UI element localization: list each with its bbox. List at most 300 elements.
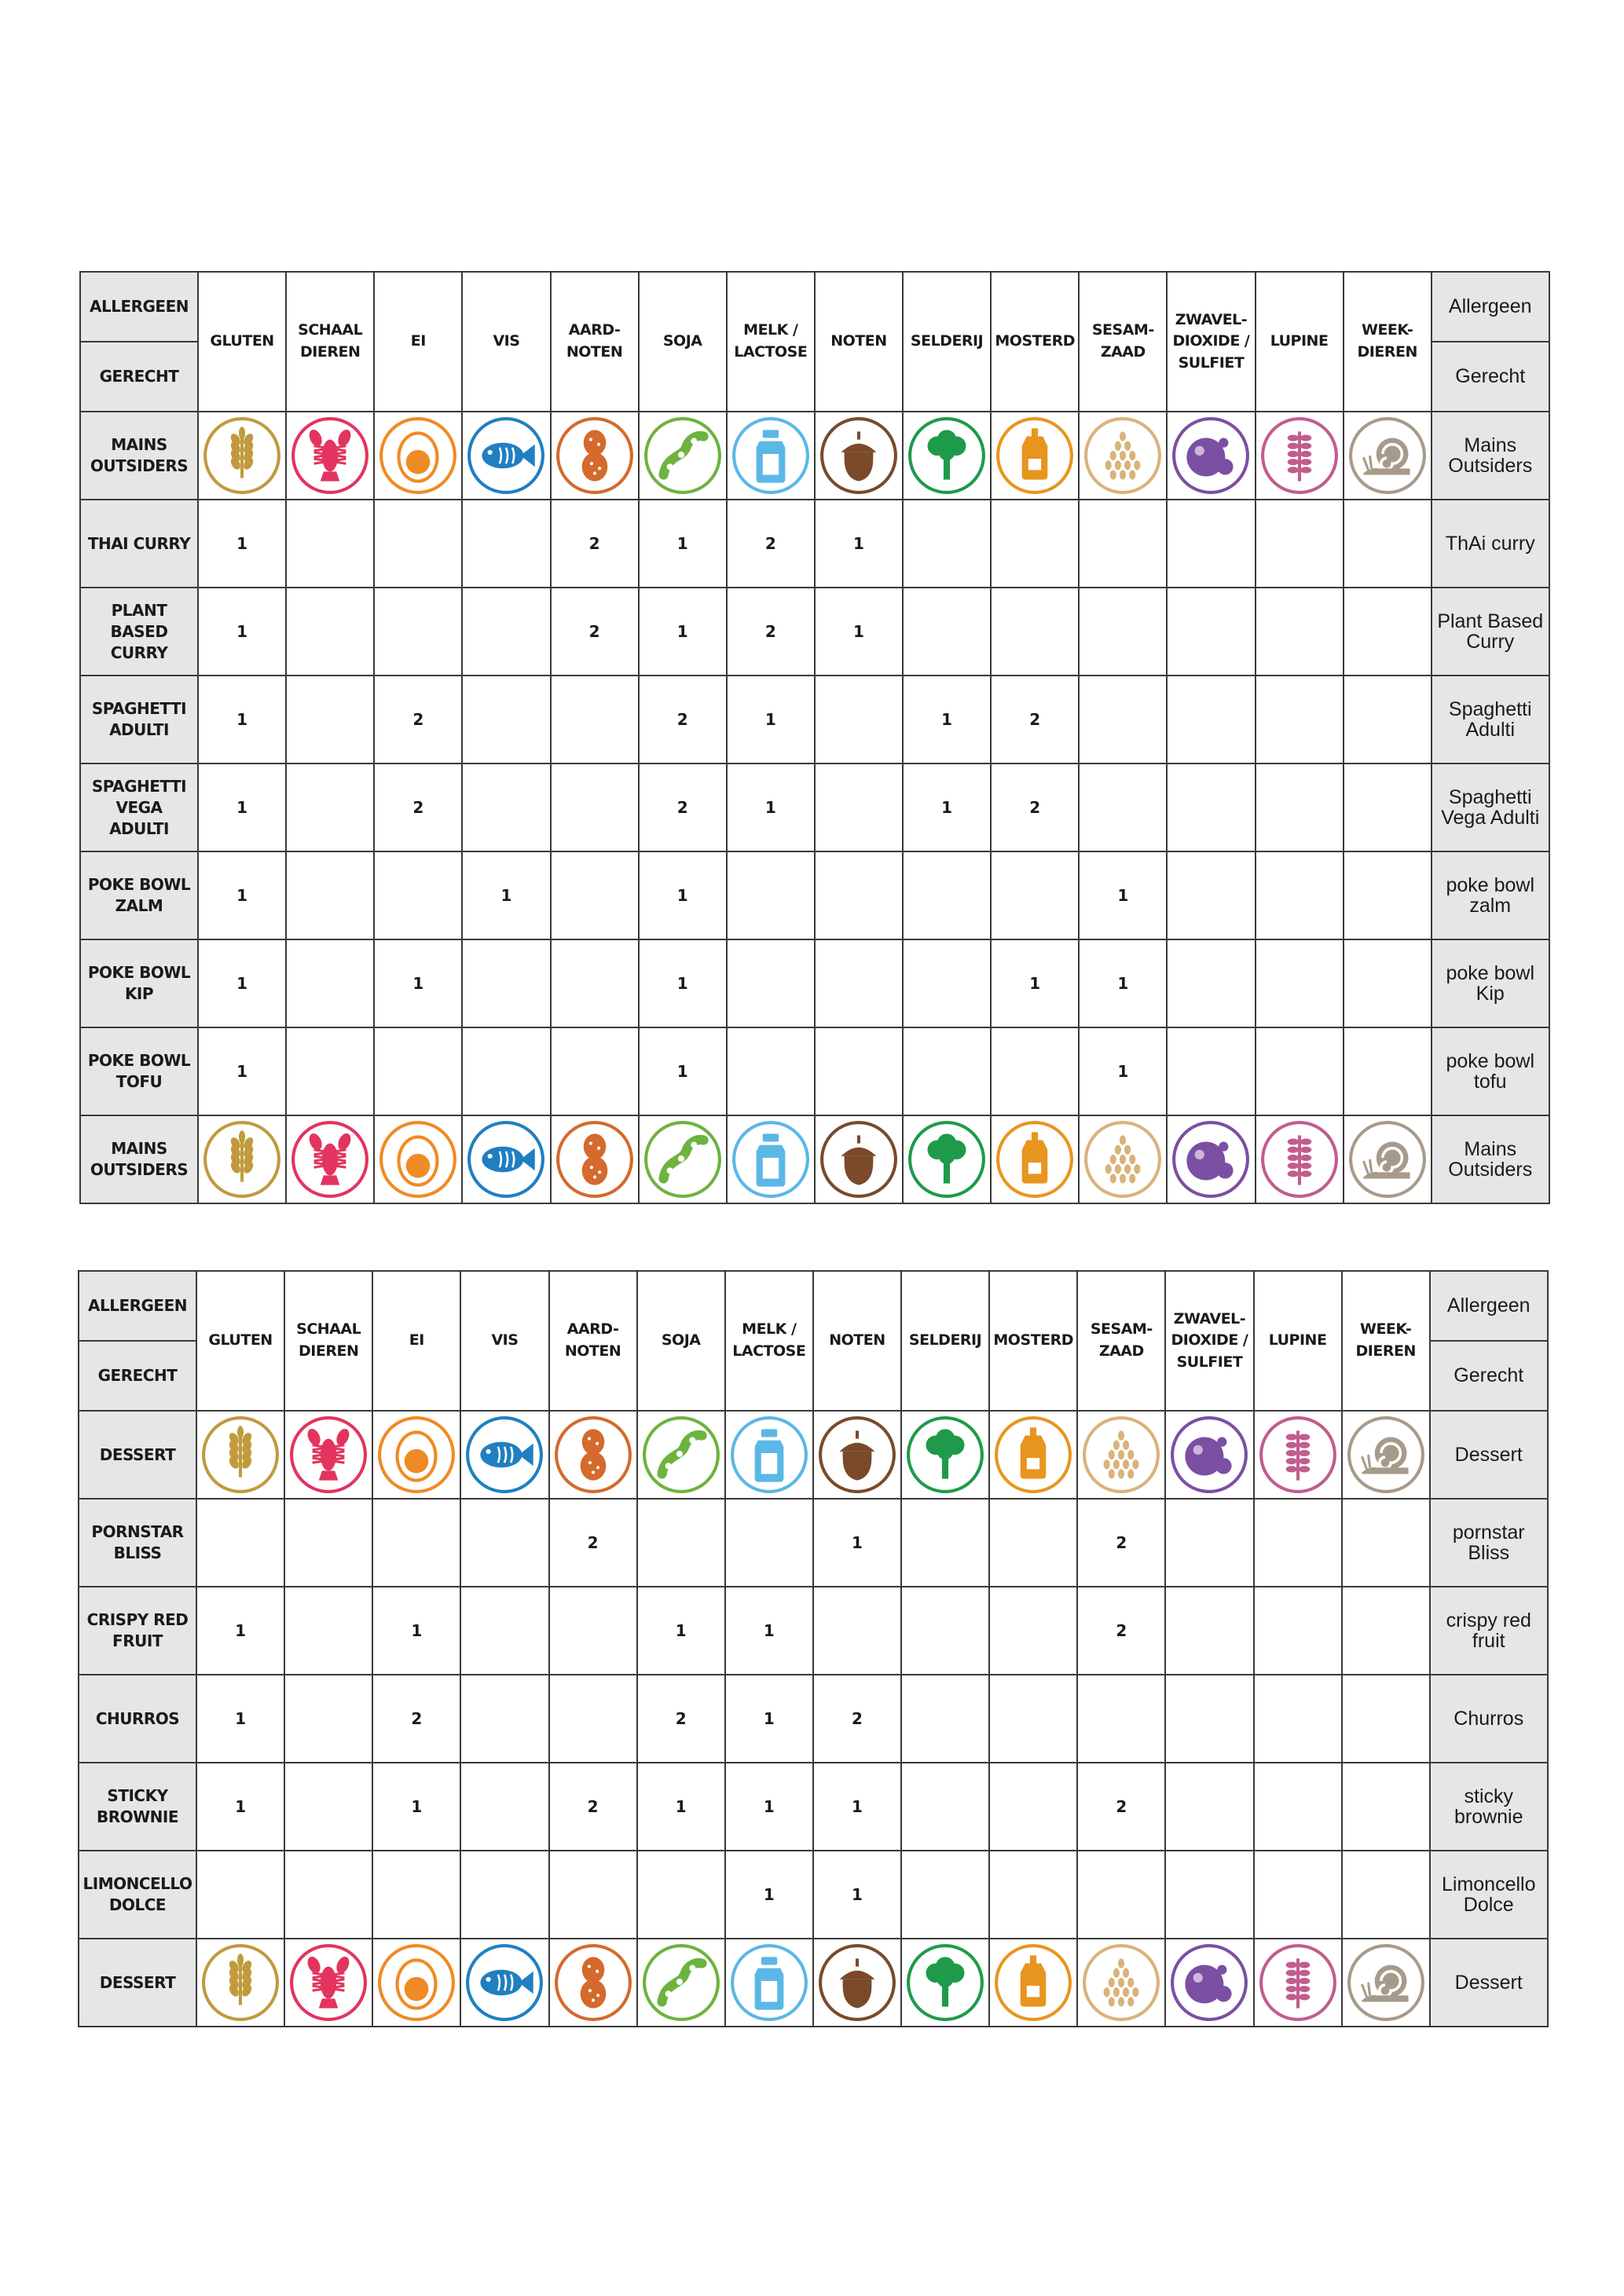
header-gerecht-label: GERECHT	[80, 342, 198, 412]
allergen-value-snail	[1344, 676, 1432, 764]
allergen-value-celery	[901, 1499, 989, 1587]
allergen-icon-cell	[1344, 412, 1432, 500]
allergen-value-snail	[1342, 1675, 1430, 1763]
mustard-bottle-icon	[993, 1415, 1073, 1495]
allergen-icon-cell	[901, 1411, 989, 1499]
allergen-icon-cell	[551, 1115, 639, 1203]
allergen-column-header: VIS	[460, 1271, 548, 1411]
allergen-value-acorn: 1	[815, 588, 903, 676]
allergen-icon-cell	[1342, 1939, 1430, 2027]
mustard-bottle-icon	[993, 1943, 1073, 2023]
header-gerecht-label-right: Gerecht	[1432, 342, 1549, 412]
mustard-bottle-icon	[995, 1119, 1075, 1199]
wheat-icon	[200, 1415, 280, 1495]
header-allergeen-label-right: Allergeen	[1432, 272, 1549, 342]
category-label-right: Dessert	[1430, 1939, 1548, 2027]
allergen-column-header: MELK / LACTOSE	[727, 272, 815, 412]
allergen-value-milk-bottle: 1	[725, 1587, 813, 1675]
snail-icon	[1347, 1119, 1428, 1199]
soybean-icon	[643, 1119, 723, 1199]
header-row	[80, 272, 1549, 342]
dessert-allergen-table	[78, 1270, 1549, 2027]
allergen-column-header: SELDERIJ	[903, 272, 991, 412]
allergen-icon-cell	[727, 1115, 815, 1203]
allergen-value-egg: 2	[374, 764, 462, 851]
allergen-value-lobster	[286, 500, 374, 588]
allergen-value-soybean: 2	[639, 676, 727, 764]
dish-name-right: Plant Based Curry	[1432, 588, 1549, 676]
allergen-icon-cell	[460, 1939, 548, 2027]
allergen-value-peanut: 2	[549, 1499, 637, 1587]
fish-icon	[466, 416, 546, 496]
allergen-value-sesame	[1079, 676, 1167, 764]
table-row	[80, 500, 1549, 588]
allergen-value-wheat: 1	[196, 1587, 284, 1675]
allergen-value-lupine-flower	[1256, 676, 1344, 764]
allergen-value-sulphite-bubbles	[1167, 851, 1255, 939]
allergen-column-header: SOJA	[637, 1271, 725, 1411]
allergen-value-fish	[462, 676, 550, 764]
allergen-icon-cell	[725, 1411, 813, 1499]
allergen-value-lupine-flower	[1254, 1851, 1342, 1939]
allergen-value-milk-bottle	[725, 1499, 813, 1587]
allergen-value-lupine-flower	[1254, 1587, 1342, 1675]
allergen-value-milk-bottle	[727, 851, 815, 939]
dish-name-right: poke bowl Kip	[1432, 939, 1549, 1027]
allergen-column-header: LUPINE	[1256, 272, 1344, 412]
allergen-value-acorn: 2	[813, 1675, 901, 1763]
allergen-column-header: NOTEN	[815, 272, 903, 412]
allergen-column-header: SOJA	[639, 272, 727, 412]
dish-name: POKE BOWL ZALM	[80, 851, 198, 939]
allergen-value-sesame: 1	[1079, 1027, 1167, 1115]
allergen-value-fish	[462, 1027, 550, 1115]
acorn-icon	[817, 1415, 897, 1495]
allergen-value-sesame: 1	[1079, 851, 1167, 939]
wheat-icon	[202, 1119, 282, 1199]
allergen-value-lupine-flower	[1254, 1499, 1342, 1587]
lobster-icon	[288, 1415, 368, 1495]
allergen-column-header: VIS	[462, 272, 550, 412]
allergen-value-acorn	[815, 764, 903, 851]
table-row	[79, 1763, 1548, 1851]
peanut-icon	[555, 1119, 635, 1199]
allergen-column-header: GLUTEN	[198, 272, 286, 412]
egg-icon	[378, 416, 458, 496]
allergen-value-sulphite-bubbles	[1165, 1587, 1253, 1675]
category-label-right: Dessert	[1430, 1411, 1548, 1499]
allergen-value-milk-bottle	[727, 939, 815, 1027]
allergen-value-fish	[462, 500, 550, 588]
allergen-value-milk-bottle: 2	[727, 588, 815, 676]
dish-name: PLANT BASED CURRY	[80, 588, 198, 676]
allergen-icon-cell	[460, 1411, 548, 1499]
allergen-icon-cell	[1165, 1411, 1253, 1499]
allergen-value-egg	[374, 1027, 462, 1115]
allergen-value-lupine-flower	[1254, 1763, 1342, 1851]
allergen-column-header: SESAM- ZAAD	[1077, 1271, 1165, 1411]
allergen-column-header: MELK / LACTOSE	[725, 1271, 813, 1411]
fish-icon	[466, 1119, 546, 1199]
allergen-value-mustard-bottle	[991, 588, 1079, 676]
allergen-value-sesame: 2	[1077, 1763, 1165, 1851]
allergen-column-header: NOTEN	[813, 1271, 901, 1411]
allergen-value-milk-bottle: 1	[727, 676, 815, 764]
sulphite-bubbles-icon	[1169, 1943, 1249, 2023]
allergen-value-lobster	[284, 1499, 372, 1587]
allergen-icon-cell	[198, 1115, 286, 1203]
allergen-value-lobster	[286, 851, 374, 939]
allergen-icon-cell	[372, 1939, 460, 2027]
celery-icon	[907, 1119, 987, 1199]
allergen-value-acorn	[815, 939, 903, 1027]
allergen-icon-cell	[901, 1939, 989, 2027]
table-row	[80, 588, 1549, 676]
header-allergeen-label-right: Allergeen	[1430, 1271, 1548, 1341]
dish-name-right: pornstar Bliss	[1430, 1499, 1548, 1587]
lupine-flower-icon	[1259, 416, 1340, 496]
milk-bottle-icon	[729, 1943, 809, 2023]
allergen-icon-cell	[813, 1939, 901, 2027]
dish-name: SPAGHETTI ADULTI	[80, 676, 198, 764]
allergen-column-header: WEEK- DIEREN	[1344, 272, 1432, 412]
allergen-value-snail	[1344, 588, 1432, 676]
allergen-value-fish	[462, 764, 550, 851]
dish-name-right: sticky brownie	[1430, 1763, 1548, 1851]
allergen-icon-cell	[1256, 1115, 1344, 1203]
allergen-value-fish	[460, 1675, 548, 1763]
allergen-icon-cell	[1079, 1115, 1167, 1203]
peanut-icon	[553, 1415, 633, 1495]
dish-name-right: Limoncello Dolce	[1430, 1851, 1548, 1939]
allergen-value-celery	[903, 588, 991, 676]
egg-icon	[378, 1119, 458, 1199]
allergen-value-wheat: 1	[198, 676, 286, 764]
allergen-value-soybean: 1	[637, 1587, 725, 1675]
allergen-value-celery	[901, 1763, 989, 1851]
dish-name: CHURROS	[79, 1675, 196, 1763]
allergen-value-egg: 2	[374, 676, 462, 764]
allergen-icon-cell	[549, 1939, 637, 2027]
allergen-value-celery: 1	[903, 764, 991, 851]
allergen-column-header: SCHAAL DIEREN	[284, 1271, 372, 1411]
allergen-value-celery	[901, 1675, 989, 1763]
table-row	[80, 676, 1549, 764]
allergen-value-sulphite-bubbles	[1167, 939, 1255, 1027]
lobster-icon	[288, 1943, 368, 2023]
allergen-value-mustard-bottle	[991, 500, 1079, 588]
allergen-value-soybean: 1	[639, 500, 727, 588]
allergen-value-peanut	[551, 676, 639, 764]
allergen-value-soybean: 1	[639, 588, 727, 676]
allergen-column-header: MOSTERD	[991, 272, 1079, 412]
allergen-value-lobster	[284, 1675, 372, 1763]
table-row	[79, 1587, 1548, 1675]
allergen-value-lobster	[284, 1763, 372, 1851]
allergen-value-lobster	[286, 676, 374, 764]
allergen-value-acorn: 1	[813, 1763, 901, 1851]
allergen-value-acorn: 1	[815, 500, 903, 588]
allergen-column-header: LUPINE	[1254, 1271, 1342, 1411]
milk-bottle-icon	[729, 1415, 809, 1495]
allergen-icon-cell	[374, 1115, 462, 1203]
peanut-icon	[553, 1943, 633, 2023]
allergen-value-milk-bottle: 2	[727, 500, 815, 588]
allergen-icon-cell	[1254, 1939, 1342, 2027]
allergen-value-sesame	[1079, 764, 1167, 851]
allergen-column-header: EI	[372, 1271, 460, 1411]
allergen-value-soybean: 1	[639, 851, 727, 939]
lupine-flower-icon	[1259, 1119, 1340, 1199]
allergen-value-soybean: 2	[637, 1675, 725, 1763]
fish-icon	[464, 1415, 544, 1495]
header-allergeen-label: ALLERGEEN	[80, 272, 198, 342]
allergen-value-sesame	[1079, 588, 1167, 676]
allergen-value-sesame	[1079, 500, 1167, 588]
allergen-icon-cell	[727, 412, 815, 500]
allergen-icon-cell	[639, 412, 727, 500]
sulphite-bubbles-icon	[1171, 1119, 1251, 1199]
lupine-flower-icon	[1258, 1943, 1338, 2023]
allergen-value-lobster	[286, 939, 374, 1027]
allergen-value-peanut	[551, 1027, 639, 1115]
wheat-icon	[200, 1943, 280, 2023]
allergen-value-sulphite-bubbles	[1167, 588, 1255, 676]
allergen-column-header: SCHAAL DIEREN	[286, 272, 374, 412]
allergen-icon-cell	[284, 1411, 372, 1499]
allergen-value-lobster	[286, 588, 374, 676]
allergen-icon-cell	[1256, 412, 1344, 500]
allergen-value-lobster	[286, 1027, 374, 1115]
table-row	[80, 939, 1549, 1027]
allergen-value-snail	[1344, 1027, 1432, 1115]
allergen-icon-cell	[813, 1411, 901, 1499]
fish-icon	[464, 1943, 544, 2023]
allergen-column-header: EI	[374, 272, 462, 412]
allergen-icon-cell	[1077, 1939, 1165, 2027]
allergen-value-peanut	[551, 851, 639, 939]
allergen-value-egg	[372, 1499, 460, 1587]
allergen-value-sulphite-bubbles	[1167, 764, 1255, 851]
table-row	[79, 1675, 1548, 1763]
top-icon-row	[79, 1411, 1548, 1499]
allergen-value-fish	[460, 1499, 548, 1587]
category-label-right: Mains Outsiders	[1432, 1115, 1549, 1203]
allergen-value-peanut	[549, 1851, 637, 1939]
category-label: DESSERT	[79, 1411, 196, 1499]
allergen-value-snail	[1342, 1763, 1430, 1851]
dish-name-right: poke bowl zalm	[1432, 851, 1549, 939]
allergen-value-peanut: 2	[551, 588, 639, 676]
bottom-icon-row	[79, 1939, 1548, 2027]
allergen-value-egg: 2	[372, 1675, 460, 1763]
allergen-column-header: ZWAVEL- DIOXIDE / SULFIET	[1165, 1271, 1253, 1411]
acorn-icon	[817, 1943, 897, 2023]
acorn-icon	[819, 416, 899, 496]
header-gerecht-label: GERECHT	[79, 1341, 196, 1411]
dish-name: STICKY BROWNIE	[79, 1763, 196, 1851]
allergen-icon-cell	[1254, 1411, 1342, 1499]
wheat-icon	[202, 416, 282, 496]
allergen-value-acorn: 1	[813, 1851, 901, 1939]
allergen-icon-cell	[286, 1115, 374, 1203]
egg-icon	[376, 1943, 456, 2023]
allergen-value-snail	[1342, 1587, 1430, 1675]
allergen-value-fish	[462, 939, 550, 1027]
allergen-value-milk-bottle: 1	[725, 1851, 813, 1939]
sulphite-bubbles-icon	[1169, 1415, 1249, 1495]
allergen-value-soybean	[637, 1851, 725, 1939]
soybean-icon	[641, 1415, 721, 1495]
allergen-column-header: SESAM- ZAAD	[1079, 272, 1167, 412]
allergen-value-wheat: 1	[198, 1027, 286, 1115]
dish-name: THAI CURRY	[80, 500, 198, 588]
category-label: MAINS OUTSIDERS	[80, 1115, 198, 1203]
allergen-value-soybean	[637, 1499, 725, 1587]
allergen-value-lupine-flower	[1256, 939, 1344, 1027]
egg-icon	[376, 1415, 456, 1495]
mustard-bottle-icon	[995, 416, 1075, 496]
dish-name-right: Churros	[1430, 1675, 1548, 1763]
allergen-value-peanut	[549, 1675, 637, 1763]
dish-name: PORNSTAR BLISS	[79, 1499, 196, 1587]
allergen-value-sesame	[1077, 1851, 1165, 1939]
allergen-icon-cell	[991, 1115, 1079, 1203]
allergen-icon-cell	[903, 412, 991, 500]
allergen-value-celery	[903, 939, 991, 1027]
allergen-value-soybean: 1	[639, 1027, 727, 1115]
allergen-column-header: WEEK- DIEREN	[1342, 1271, 1430, 1411]
allergen-icon-cell	[989, 1411, 1077, 1499]
allergen-value-soybean: 1	[639, 939, 727, 1027]
allergen-icon-cell	[198, 412, 286, 500]
snail-icon	[1347, 416, 1428, 496]
allergen-value-sulphite-bubbles	[1165, 1851, 1253, 1939]
allergen-value-sulphite-bubbles	[1165, 1675, 1253, 1763]
allergen-value-acorn	[815, 851, 903, 939]
allergen-icon-cell	[1342, 1411, 1430, 1499]
allergen-icon-cell	[637, 1939, 725, 2027]
allergen-value-mustard-bottle	[989, 1851, 1077, 1939]
allergen-icon-cell	[1077, 1411, 1165, 1499]
allergen-value-sulphite-bubbles	[1167, 1027, 1255, 1115]
allergen-value-lupine-flower	[1256, 588, 1344, 676]
sesame-icon	[1083, 1119, 1163, 1199]
allergen-value-milk-bottle	[727, 1027, 815, 1115]
allergen-value-peanut: 2	[549, 1763, 637, 1851]
allergen-value-milk-bottle: 1	[725, 1675, 813, 1763]
allergen-value-egg: 1	[372, 1763, 460, 1851]
allergen-value-celery	[901, 1587, 989, 1675]
allergen-value-celery	[903, 500, 991, 588]
allergen-value-wheat: 1	[196, 1675, 284, 1763]
allergen-value-mustard-bottle	[989, 1499, 1077, 1587]
lupine-flower-icon	[1258, 1415, 1338, 1495]
allergen-icon-cell	[549, 1411, 637, 1499]
allergen-icon-cell	[1344, 1115, 1432, 1203]
allergen-value-lupine-flower	[1256, 500, 1344, 588]
allergen-value-lupine-flower	[1256, 1027, 1344, 1115]
snail-icon	[1346, 1415, 1426, 1495]
allergen-value-acorn	[815, 1027, 903, 1115]
allergen-value-wheat: 1	[198, 851, 286, 939]
allergen-value-mustard-bottle: 1	[991, 939, 1079, 1027]
sesame-icon	[1083, 416, 1163, 496]
allergen-value-celery: 1	[903, 676, 991, 764]
allergen-value-mustard-bottle	[989, 1763, 1077, 1851]
lobster-icon	[290, 1119, 370, 1199]
allergen-value-egg	[374, 851, 462, 939]
allergen-value-acorn: 1	[813, 1499, 901, 1587]
snail-icon	[1346, 1943, 1426, 2023]
allergen-value-peanut	[551, 939, 639, 1027]
milk-bottle-icon	[731, 1119, 811, 1199]
allergen-value-acorn	[815, 676, 903, 764]
allergen-icon-cell	[196, 1939, 284, 2027]
table-row	[80, 764, 1549, 851]
allergen-value-egg	[374, 588, 462, 676]
allergen-icon-cell	[725, 1939, 813, 2027]
allergen-value-fish: 1	[462, 851, 550, 939]
allergen-value-lupine-flower	[1256, 851, 1344, 939]
allergen-icon-cell	[462, 412, 550, 500]
top-icon-row	[80, 412, 1549, 500]
allergen-value-soybean: 2	[639, 764, 727, 851]
dish-name: LIMONCELLO DOLCE	[79, 1851, 196, 1939]
allergen-value-mustard-bottle	[991, 851, 1079, 939]
dish-name: SPAGHETTI VEGA ADULTI	[80, 764, 198, 851]
allergen-icon-cell	[284, 1939, 372, 2027]
allergen-value-sesame: 2	[1077, 1499, 1165, 1587]
allergen-value-wheat: 1	[198, 939, 286, 1027]
allergen-value-egg: 1	[372, 1587, 460, 1675]
allergen-value-snail	[1344, 500, 1432, 588]
allergen-icon-cell	[372, 1411, 460, 1499]
allergen-value-sulphite-bubbles	[1165, 1763, 1253, 1851]
allergen-value-wheat: 1	[198, 588, 286, 676]
allergen-icon-cell	[1167, 1115, 1255, 1203]
allergen-value-egg: 1	[374, 939, 462, 1027]
allergen-column-header: ZWAVEL- DIOXIDE / SULFIET	[1167, 272, 1255, 412]
allergen-value-mustard-bottle	[989, 1675, 1077, 1763]
allergen-value-wheat: 1	[196, 1763, 284, 1851]
allergen-value-mustard-bottle: 2	[991, 676, 1079, 764]
soybean-icon	[641, 1943, 721, 2023]
allergen-value-fish	[462, 588, 550, 676]
allergen-value-celery	[901, 1851, 989, 1939]
celery-icon	[905, 1943, 985, 2023]
sesame-icon	[1081, 1943, 1161, 2023]
header-row	[79, 1271, 1548, 1341]
header-allergeen-label: ALLERGEEN	[79, 1271, 196, 1341]
allergen-icon-cell	[462, 1115, 550, 1203]
allergen-value-mustard-bottle	[989, 1587, 1077, 1675]
allergen-value-mustard-bottle: 2	[991, 764, 1079, 851]
lobster-icon	[290, 416, 370, 496]
allergen-value-sulphite-bubbles	[1165, 1499, 1253, 1587]
allergen-value-fish	[460, 1851, 548, 1939]
allergen-value-sesame: 1	[1079, 939, 1167, 1027]
allergen-value-snail	[1342, 1851, 1430, 1939]
allergen-value-sesame: 2	[1077, 1587, 1165, 1675]
allergen-value-wheat: 1	[198, 500, 286, 588]
allergen-column-header: SELDERIJ	[901, 1271, 989, 1411]
category-label-right: Mains Outsiders	[1432, 412, 1549, 500]
allergen-value-wheat	[196, 1499, 284, 1587]
allergen-value-sulphite-bubbles	[1167, 500, 1255, 588]
celery-icon	[905, 1415, 985, 1495]
allergen-value-sulphite-bubbles	[1167, 676, 1255, 764]
